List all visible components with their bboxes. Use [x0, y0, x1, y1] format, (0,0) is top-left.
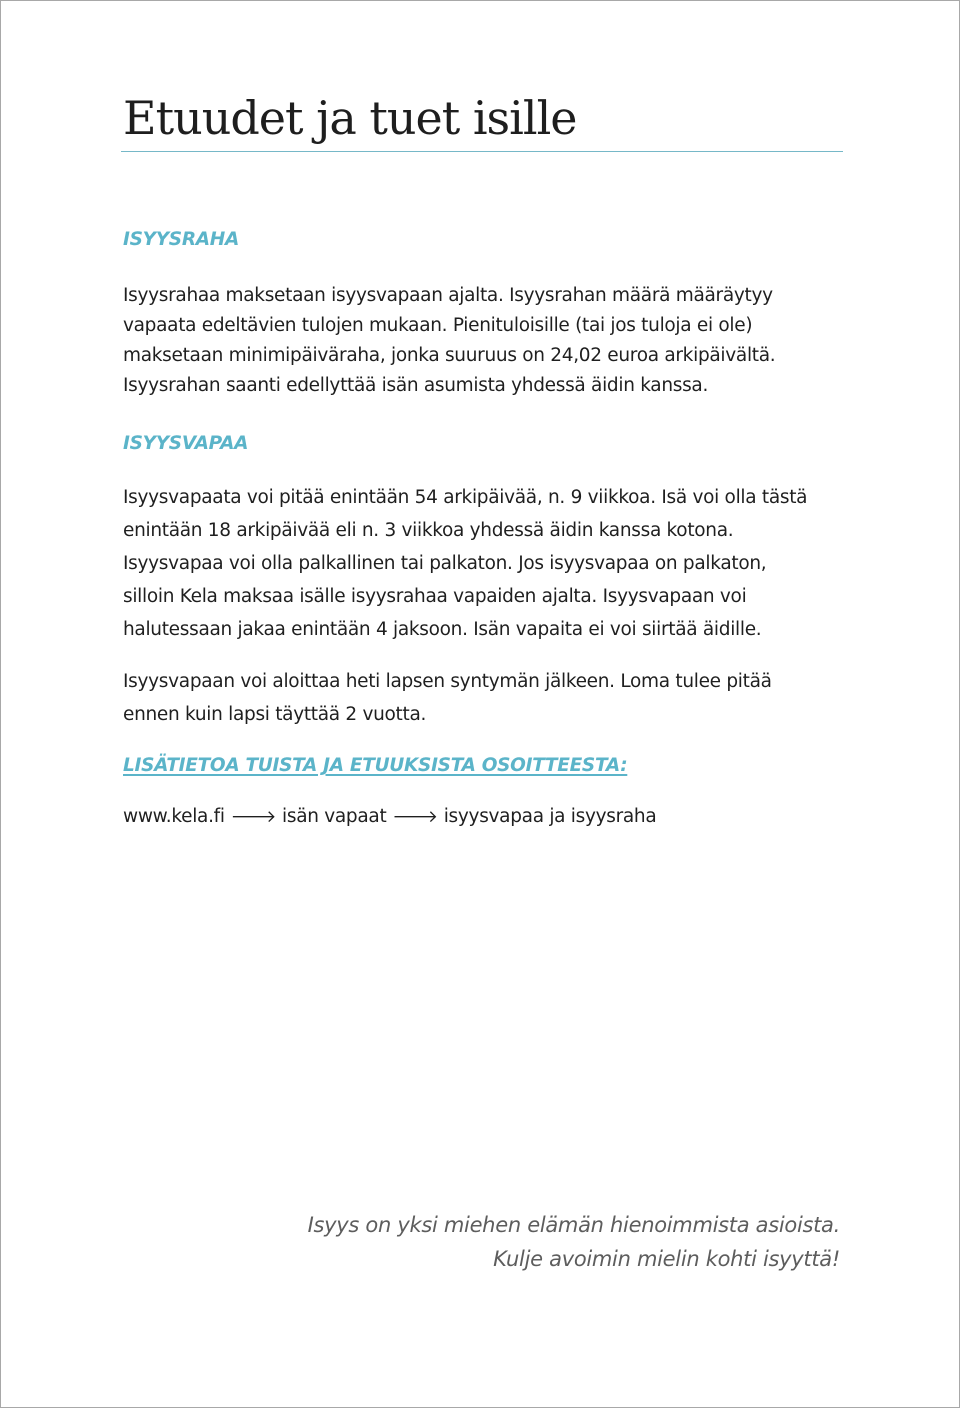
kela-site-link[interactable]: www.kela.fi: [123, 806, 225, 827]
isyysraha-line: vapaata edeltävien tulojen mukaan. Pienituloisille (tai jos tuloja ei ole): [123, 315, 753, 336]
isyysvapaa-line: ennen kuin lapsi täyttää 2 vuotta.: [123, 704, 427, 725]
quote-line-2: Kulje avoimin mielin kohti isyyttä!: [493, 1247, 840, 1271]
arrow-right-icon: 🡒: [230, 807, 277, 827]
isyysvapaa-line: Isyysvapaan voi aloittaa heti lapsen syntymän jälkeen. Loma tulee pitää: [123, 671, 772, 692]
quote-line-1: Isyys on yksi miehen elämän hienoimmista asioista.: [307, 1213, 840, 1237]
section-heading-isyysraha: ISYYSRAHA: [123, 229, 239, 250]
isyysvapaa-line: enintään 18 arkipäivää eli n. 3 viikkoa yhdessä äidin kanssa kotona.: [123, 520, 734, 541]
page-title: Etuudet ja tuet isille: [123, 91, 577, 145]
isyysvapaa-paragraph-1: [123, 481, 807, 646]
section-heading-isyysvapaa: ISYYSVAPAA: [123, 433, 249, 454]
isyysraha-paragraph: [123, 281, 775, 401]
isyysvapaa-line: silloin Kela maksaa isälle isyysrahaa vapaiden ajalta. Isyysvapaan voi: [123, 586, 747, 607]
isyysvapaa-line: Isyysvapaa voi olla palkallinen tai palkaton. Jos isyysvapaa on palkaton,: [123, 553, 767, 574]
isyysraha-line: maksetaan minimipäiväraha, jonka suuruus on 24,02 euroa arkipäivältä.: [123, 345, 776, 366]
isyysraha-line: Isyysrahaa maksetaan isyysvapaan ajalta. Isyysrahan määrä määräytyy: [123, 285, 773, 306]
kela-navigation-path: [123, 803, 656, 831]
isyysraha-line: Isyysrahan saanti edellyttää isän asumista yhdessä äidin kanssa.: [123, 375, 709, 396]
path-step-isyysvapaa-ja-isyysraha: isyysvapaa ja isyysraha: [443, 806, 657, 827]
title-underline-rule: [121, 151, 843, 152]
isyysvapaa-paragraph-2: [123, 665, 772, 731]
closing-quote: [308, 1208, 840, 1276]
isyysvapaa-line: Isyysvapaata voi pitää enintään 54 arkipäivää, n. 9 viikkoa. Isä voi olla tästä: [123, 487, 808, 508]
path-step-isan-vapaat: isän vapaat: [282, 806, 387, 827]
isyysvapaa-line: halutessaan jakaa enintään 4 jaksoon. Isän vapaita ei voi siirtää äidille.: [123, 619, 762, 640]
section-heading-lisatietoa: LISÄTIETOA TUISTA JA ETUUKSISTA OSOITTEESTA:: [123, 755, 628, 776]
arrow-right-icon: 🡒: [392, 807, 438, 827]
